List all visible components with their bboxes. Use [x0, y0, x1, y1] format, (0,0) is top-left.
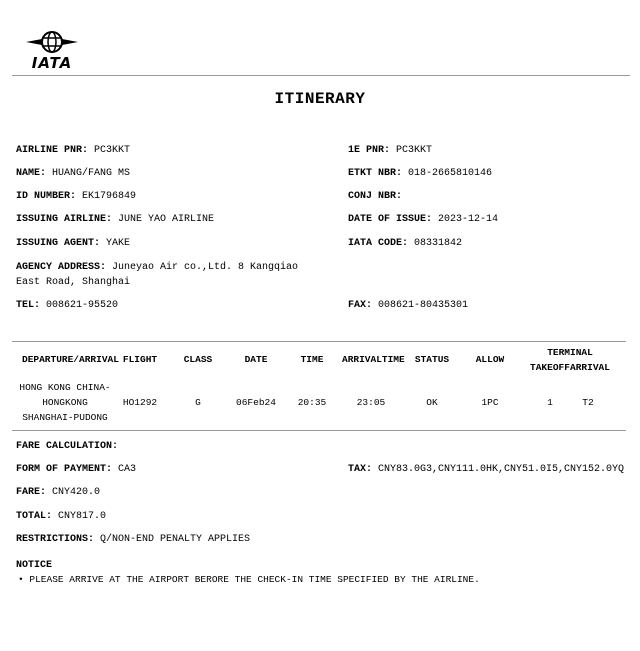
total-field: TOTAL: CNY817.0	[16, 511, 107, 522]
booking-status: OK	[426, 397, 438, 408]
takeoff-terminal: 1	[547, 397, 553, 408]
agency-address-field: AGENCY ADDRESS: Juneyao Air co.,Ltd. 8 Kangqiao East Road, Shanghai	[16, 262, 299, 288]
booking-class: G	[195, 397, 201, 408]
fare-field: FARE: CNY420.0	[16, 487, 101, 498]
flight-number: HO1292	[122, 397, 158, 408]
baggage-allowance: 1PC	[481, 397, 499, 408]
col-header-terminal: TERMINAL	[547, 347, 593, 358]
col-header-departure-arrival: DEPARTURE/ARRIVAL	[22, 354, 119, 365]
flight-date: 06Feb24	[236, 397, 276, 408]
notice-title: NOTICE	[16, 560, 53, 571]
iata-code-field: IATA CODE: 08331842	[348, 238, 463, 249]
notice-item: • PLEASE ARRIVE AT THE AIRPORT BERORE THE CHECK-IN TIME SPECIFIED BY THE AIRLINE.	[18, 574, 480, 585]
arrival-city: SHANGHAI-PUDONG	[22, 412, 108, 423]
fax-field: FAX: 008621-80435301	[348, 300, 469, 311]
fare-calculation-field: FARE CALCULATION:	[16, 441, 119, 452]
header-divider	[12, 75, 630, 76]
col-header-takeoff: TAKEOFF	[530, 362, 570, 373]
arrival-time: 23:05	[356, 397, 386, 408]
id-number-field: ID NUMBER: EK1796849	[16, 191, 137, 202]
col-header-date: DATE	[244, 354, 268, 365]
col-header-time: TIME	[300, 354, 324, 365]
departure-city-line2: HONGKONG	[42, 397, 88, 408]
passenger-name-field: NAME: HUANG/FANG MS	[16, 168, 131, 179]
etkt-nbr-field: ETKT NBR: 018-2665810146	[348, 168, 493, 179]
col-header-arrival-time: ARRIVALTIME	[342, 354, 405, 365]
table-bottom-divider	[12, 430, 626, 431]
table-top-divider	[12, 341, 626, 342]
1e-pnr-field: 1E PNR: PC3KKT	[348, 145, 433, 156]
arrival-terminal: T2	[582, 397, 594, 408]
departure-city-line1: HONG KONG CHINA-	[19, 382, 111, 393]
form-of-payment-field: FORM OF PAYMENT: CA3	[16, 464, 137, 475]
iata-logo	[24, 30, 80, 70]
col-header-flight: FLIGHT	[122, 354, 158, 365]
col-header-arrival: ARRIVAL	[570, 362, 610, 373]
issuing-agent-field: ISSUING AGENT: YAKE	[16, 238, 131, 249]
globe-wings-icon	[24, 30, 80, 56]
col-header-class: CLASS	[183, 354, 213, 365]
date-of-issue-field: DATE OF ISSUE: 2023-12-14	[348, 214, 499, 225]
col-header-allow: ALLOW	[475, 354, 505, 365]
col-header-status: STATUS	[414, 354, 450, 365]
departure-time: 20:35	[297, 397, 327, 408]
logo-text: IATA	[31, 54, 73, 72]
page-title: ITINERARY	[274, 90, 366, 108]
conj-nbr-field: CONJ NBR:	[348, 191, 403, 202]
tax-field: TAX: CNY83.0G3,CNY111.0HK,CNY51.0I5,CNY152.0YQ	[348, 464, 625, 475]
tel-field: TEL: 008621-95520	[16, 300, 119, 311]
restrictions-field: RESTRICTIONS: Q/NON-END PENALTY APPLIES	[16, 534, 251, 545]
airline-pnr-field: AIRLINE PNR: PC3KKT	[16, 145, 131, 156]
issuing-airline-field: ISSUING AIRLINE: JUNE YAO AIRLINE	[16, 214, 215, 225]
